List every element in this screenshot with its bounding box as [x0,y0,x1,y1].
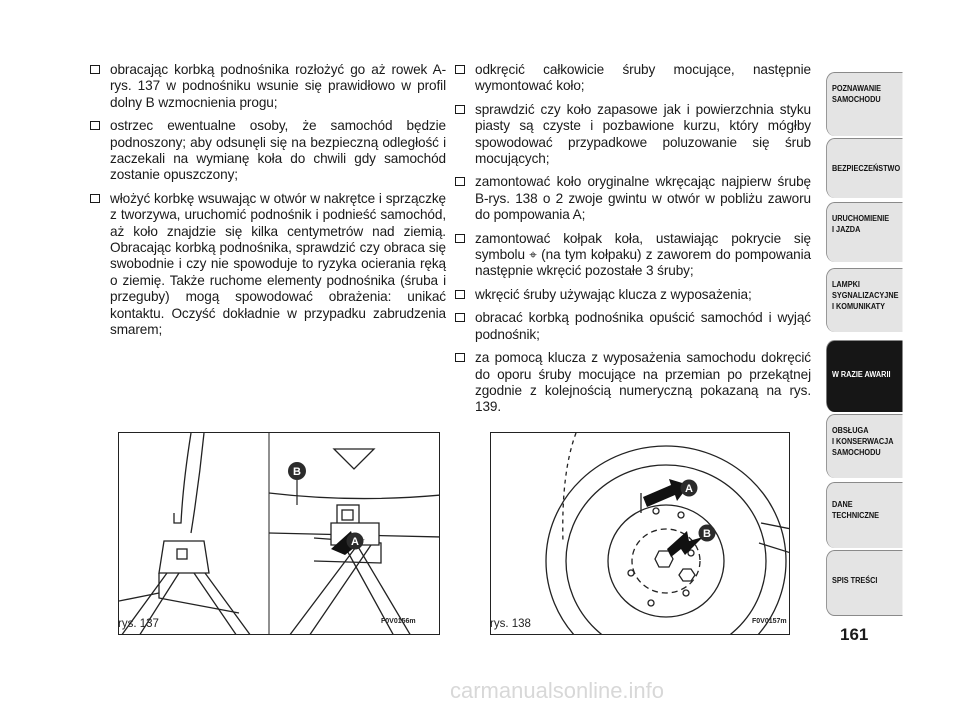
wheel-illustration [491,433,790,635]
label-b: B [293,466,301,478]
label-a: A [351,536,359,548]
tab-uruchomienie-i-jazda[interactable]: URUCHOMIENIE I JAZDA [826,202,903,262]
left-column [90,62,446,346]
figure-137-jack [118,432,440,635]
checkbox-bullet-icon [455,353,465,362]
checkbox-bullet-icon [455,105,465,114]
right-column [455,62,811,423]
checkbox-bullet-icon [455,234,465,243]
list-item: ostrzec ewentualne osoby, że samochód będzie podnoszony; aby odsunęli się na bezpieczną odległość i zaczekali na wymianę koła do chwili gdy samochód zostanie opuszczony; [90,118,446,184]
figure-caption: rys. 137 [118,618,159,630]
tab-obsluga-i-konserwacja[interactable]: OBSŁUGA I KONSERWACJA SAMOCHODU [826,414,903,478]
list-item: obracać korbką podnośnika opuścić samochód i wyjąć podnośnik; [455,310,811,343]
label-b: B [703,528,711,540]
tab-spis-tresci[interactable]: SPIS TREŚCI [826,550,903,616]
figure-code: F0V0156m [381,618,416,625]
page-number: 161 [840,625,869,644]
checkbox-bullet-icon [455,290,465,299]
list-item: obracając korbką podnośnika rozłożyć go aż rowek A-rys. 137 w podnośniku wsunie się prawidłowo w profil dolny B wzmocnienia progu; [90,62,446,111]
tab-lampki-sygnalizacyjne[interactable]: LAMPKI SYGNALIZACYJNE I KOMUNIKATY [826,268,903,332]
list-item: odkręcić całkowicie śruby mocujące, następnie wymontować koło; [455,62,811,95]
figure-138-wheel [490,432,790,635]
checkbox-bullet-icon [455,65,465,74]
watermark-footer: carmanualsonline.info [450,678,665,703]
list-item: za pomocą klucza z wyposażenia samochodu dokręcić do oporu śruby mocujące na przemian po przekątnej zgodnie z kolejnością numeryczną pokazaną na rys. 139. [455,350,811,416]
tab-dane-techniczne[interactable]: DANE TECHNICZNE [826,482,903,548]
list-item: sprawdzić czy koło zapasowe jak i powierzchnia styku piasty są czyste i pozbawione kurzu, który mógłby spowodować przypadkowe poluzowanie się śrub mocujących; [455,102,811,168]
tab-poznawanie-samochodu[interactable]: POZNAWANIE SAMOCHODU [826,72,903,136]
figure-code: F0V0157m [752,618,787,625]
figure-caption: rys. 138 [490,618,531,630]
list-item: zamontować kołpak koła, ustawiając pokrycie się symbolu ⌖ (na tym kołpaku) z zaworem do pompowania następnie wkręcić pozostałe 3 śruby; [455,231,811,280]
checkbox-bullet-icon [90,65,100,74]
list-item: zamontować koło oryginalne wkręcając najpierw śrubę B-rys. 138 o 2 zwoje gwintu w otwór w pobliżu zaworu do pompowania A; [455,174,811,223]
checkbox-bullet-icon [90,121,100,130]
tab-w-razie-awarii[interactable]: W RAZIE AWARII [826,340,903,412]
list-item: włożyć korbkę wsuwając w otwór w nakrętce i sprzączkę z tworzywa, uruchomić podnośnik i podnieść samochód, aż koło znajdzie się kilka centymetrów nad ziemią. Obracając korbką podnośnika, sprawdzić czy obraca się swobodnie i czy nie spowoduje to ryzyka ocierania ręką o ziemię. Także ruchome elementy podnośnika (śruba i przeguby) mogą spowodować obrażenia: unikać kontaktu. Oczyść dokładnie w przypadku zabrudzenia smarem; [90,191,446,339]
checkbox-bullet-icon [90,194,100,203]
jack-illustration [119,433,440,635]
label-a: A [685,483,693,495]
tab-bezpieczenstwo[interactable]: BEZPIECZEŃSTWO [826,138,903,198]
checkbox-bullet-icon [455,313,465,322]
checkbox-bullet-icon [455,177,465,186]
list-item: wkręcić śruby używając klucza z wyposażenia; [455,287,811,303]
